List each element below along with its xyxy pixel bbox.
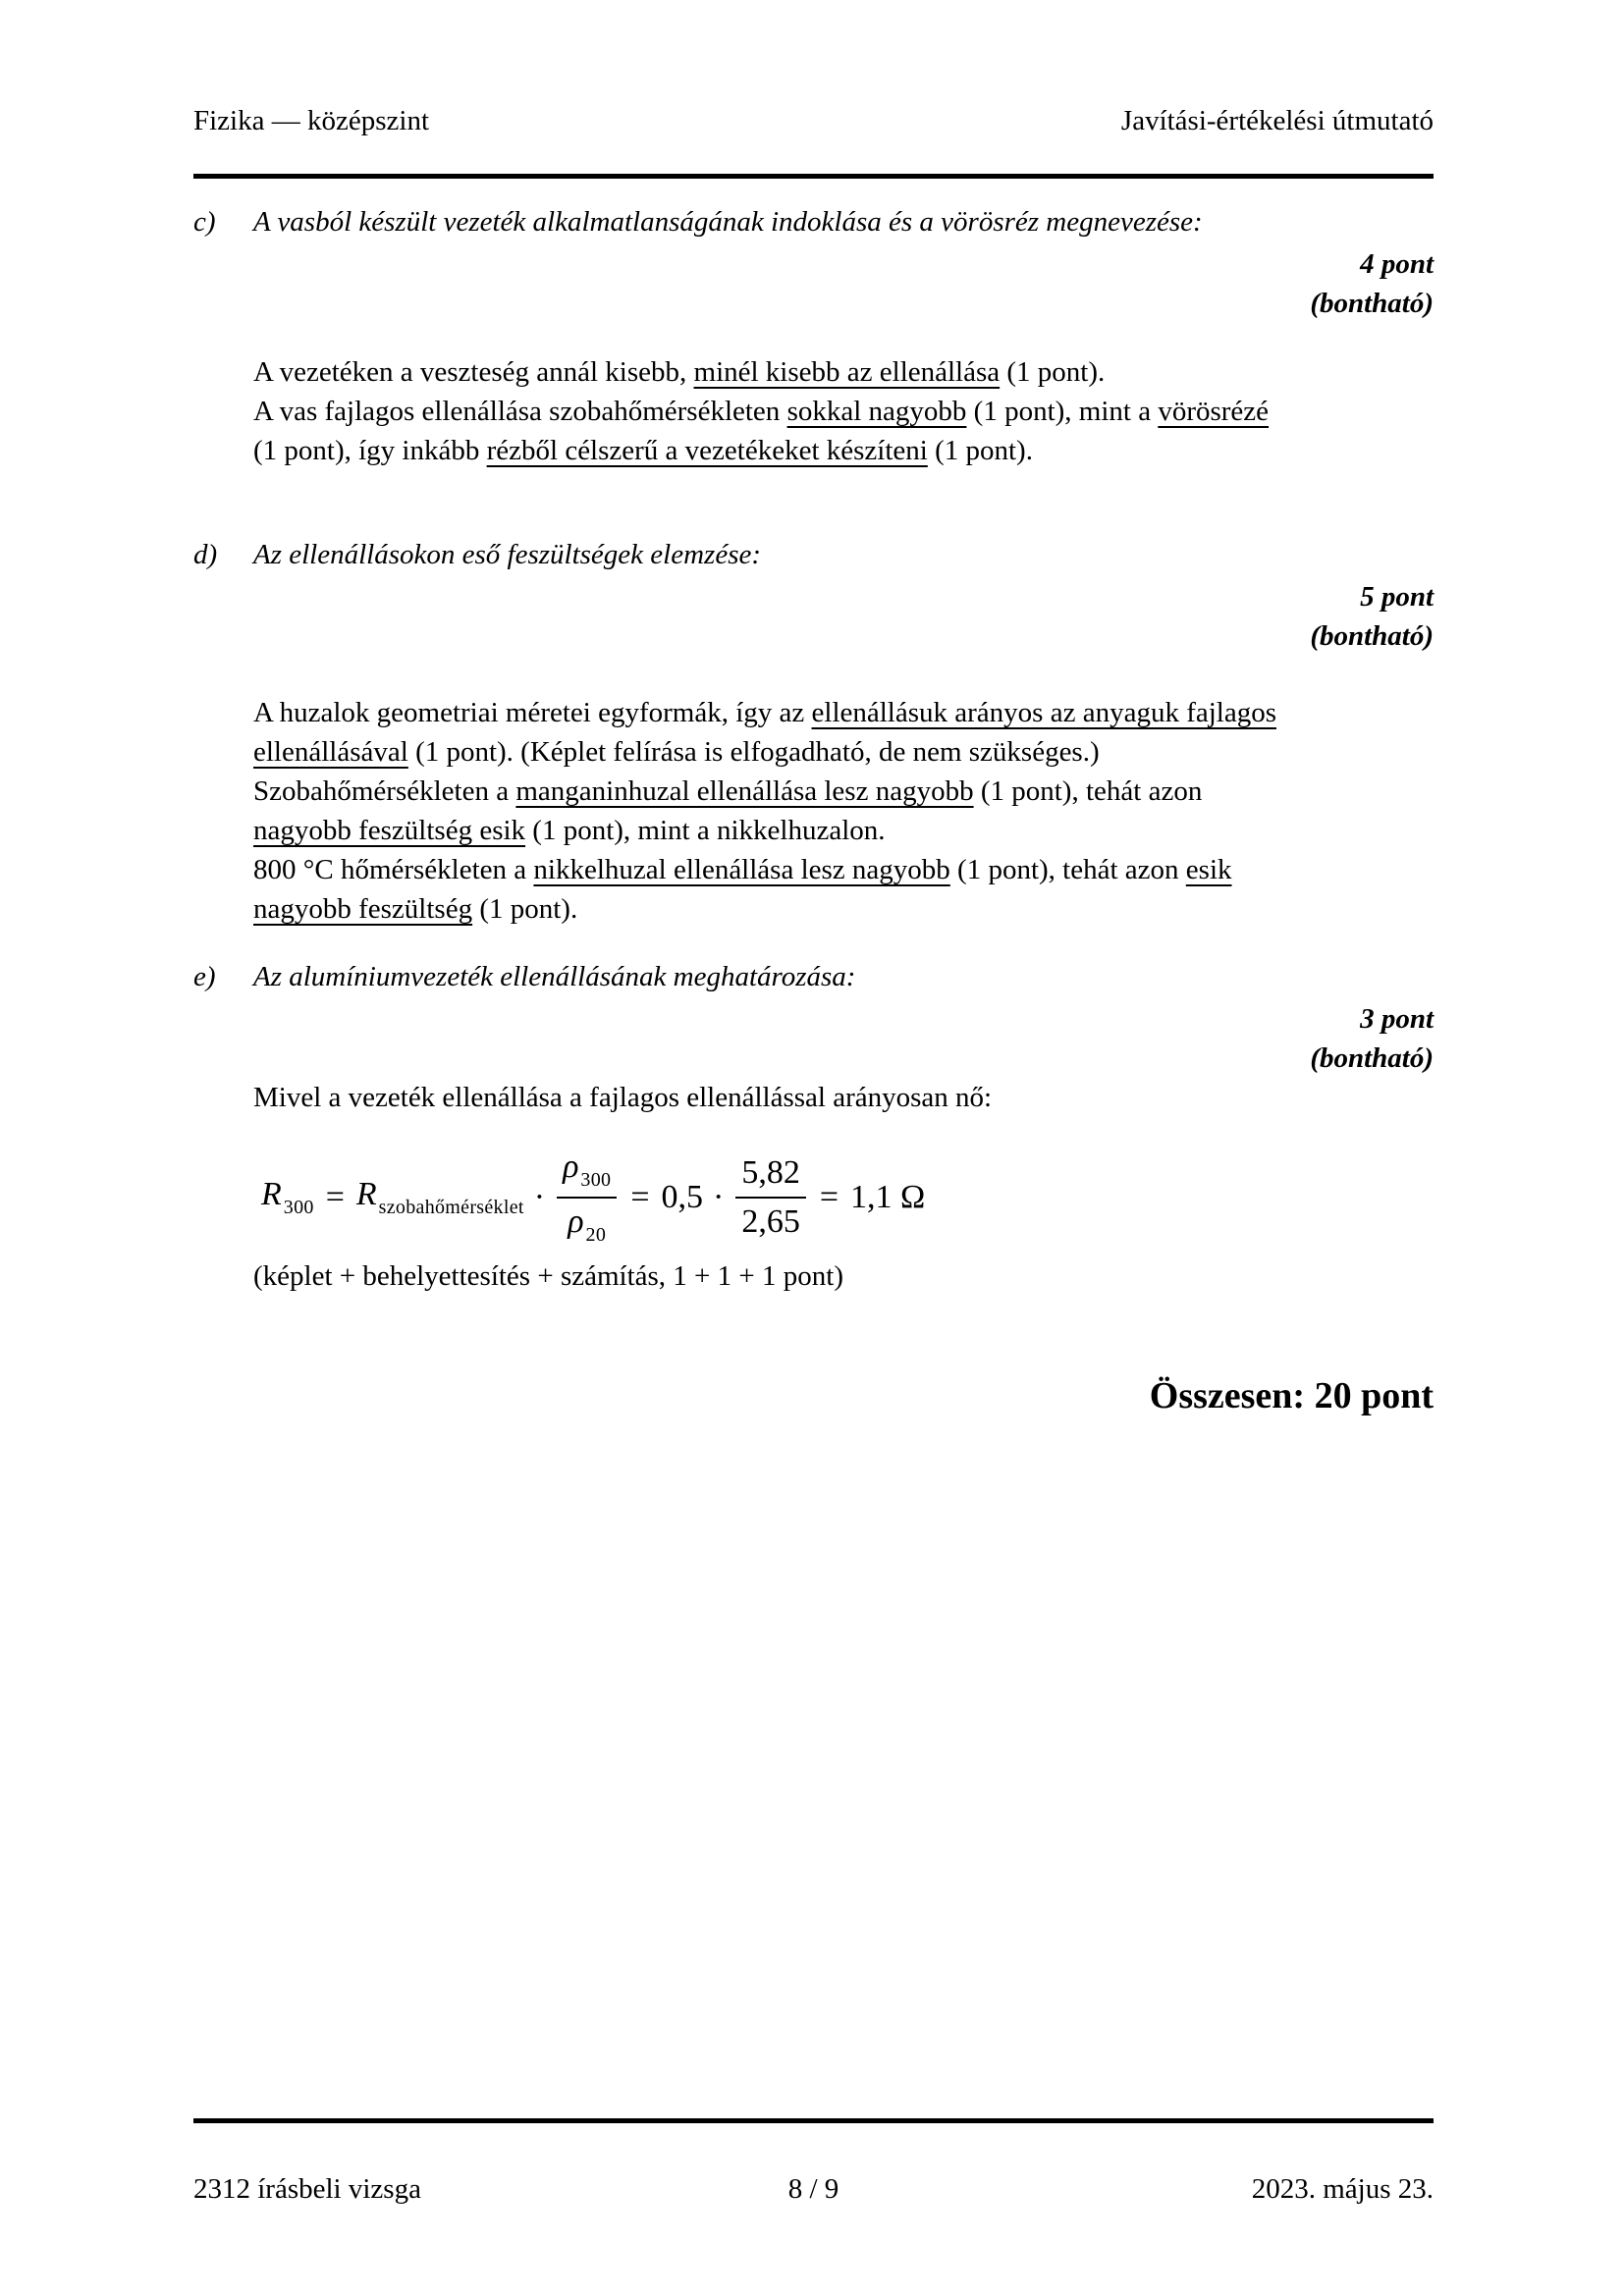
text-segment: (1 pont), mint a nikkelhuzalon. [525, 815, 886, 846]
text-segment: (1 pont). [472, 893, 578, 925]
points-value: 5 pont [1360, 581, 1434, 613]
section-d-label: d) [193, 539, 218, 570]
underlined-text: minél kisebb az ellenállása [693, 356, 1001, 388]
points-value: 4 pont [1360, 248, 1434, 280]
value-fraction-denominator: 2,65 [741, 1203, 800, 1240]
page-header [193, 102, 1434, 139]
underlined-text: nagyobb feszültség esik [253, 815, 526, 846]
multiplication-dot: · [713, 1179, 725, 1215]
subscript-room-temperature: szobahőmérséklet [378, 1197, 524, 1218]
rho-fraction-numerator [557, 1148, 617, 1199]
text-line [253, 431, 1434, 470]
subscript-300: 300 [283, 1197, 314, 1218]
text-segment: (1 pont), tehát azon [949, 854, 1186, 885]
footer-row [193, 2170, 1434, 2208]
points-note: (bontható) [1310, 1042, 1434, 1074]
underlined-text: sokkal nagyobb [786, 396, 967, 427]
section-c-points [193, 244, 1434, 323]
text-line [253, 889, 1434, 929]
equals-sign: = [325, 1179, 345, 1215]
points-value: 3 pont [1360, 1003, 1434, 1035]
equals-sign: = [630, 1179, 650, 1215]
text-segment: (1 pont). [927, 435, 1033, 466]
text-line [253, 352, 1434, 392]
text-line [253, 392, 1434, 431]
underlined-text: nikkelhuzal ellenállása lesz nagyobb [533, 854, 950, 885]
text-segment: A huzalok geometriai méretei egyformák, így az [253, 697, 812, 728]
equals-sign: = [819, 1179, 839, 1215]
section-d-points [193, 577, 1434, 656]
section-c-heading [193, 201, 1434, 242]
footer-page-number: 8 / 9 [787, 2173, 839, 2205]
header-doc-type-text: Javítási-értékelési útmutató [1120, 105, 1434, 136]
section-d-body [193, 693, 1434, 929]
subscript-20: 20 [585, 1224, 607, 1246]
section-e-intro: Mivel a vezeték ellenállása a fajlagos ellenállással arányosan nő: [253, 1082, 993, 1113]
points-note: (bontható) [1310, 620, 1434, 652]
coefficient-value: 0,5 [661, 1179, 703, 1215]
section-d-heading [193, 534, 1434, 575]
section-c-title: A vasból készült vezeték alkalmatlanságának indoklása és a vörösréz megnevezése: [253, 206, 1203, 238]
text-segment: (1 pont). [1000, 356, 1106, 388]
header-subject-text: Fizika — középszint [193, 105, 430, 136]
rho-symbol: ρ [568, 1203, 584, 1240]
formula-lhs [261, 1176, 314, 1219]
result-value: 1,1 Ω [850, 1179, 926, 1215]
text-segment: A vezetéken a veszteség annál kisebb, [253, 356, 694, 388]
text-segment: A vas fajlagos ellenállása szobahőmérsékleten [253, 396, 787, 427]
resistance-formula [193, 1143, 1434, 1253]
section-c-body [193, 352, 1434, 470]
section-c [193, 201, 1434, 470]
text-line [253, 772, 1434, 811]
text-segment: 800 °C hőmérsékleten a [253, 854, 534, 885]
text-line [253, 850, 1434, 889]
text-line [253, 811, 1434, 850]
section-c-label: c) [193, 206, 216, 238]
rho-fraction-denominator [562, 1199, 612, 1247]
underlined-text: nagyobb feszültség [253, 893, 473, 925]
text-segment: (1 pont), így inkább [253, 435, 487, 466]
text-segment: (1 pont), mint a [966, 396, 1159, 427]
value-fraction [735, 1154, 806, 1241]
text-line [253, 732, 1434, 772]
formula-rhs-variable [356, 1176, 524, 1219]
underlined-text: rézből célszerű a vezetékeket készíteni [486, 435, 928, 466]
formula-scoring-note: (képlet + behelyettesítés + számítás, 1 + 1 + 1 pont) [253, 1260, 843, 1292]
section-e [193, 956, 1434, 1296]
value-fraction-numerator: 5,82 [735, 1154, 806, 1199]
section-e-label: e) [193, 961, 216, 992]
section-d [193, 534, 1434, 929]
header-rule [193, 174, 1434, 179]
text-line [253, 693, 1434, 732]
underlined-text: ellenállásával [253, 736, 408, 768]
page-footer [193, 2118, 1434, 2208]
section-e-points [193, 999, 1434, 1078]
variable-R300: R [261, 1176, 282, 1212]
total-points: Összesen: 20 pont [1149, 1375, 1434, 1416]
section-e-title: Az alumíniumvezeték ellenállásának meghatározása: [253, 961, 856, 992]
footer-date-text: 2023. május 23. [1251, 2173, 1434, 2205]
points-note: (bontható) [1310, 288, 1434, 319]
underlined-text: esik [1185, 854, 1232, 885]
rho-symbol: ρ [563, 1148, 579, 1185]
rho-fraction [557, 1148, 617, 1247]
page-content [193, 201, 1434, 1419]
section-e-heading [193, 956, 1434, 997]
section-d-title: Az ellenállásokon eső feszültségek elemzése: [253, 539, 762, 570]
text-segment: (1 pont), tehát azon [973, 775, 1203, 807]
multiplication-dot: · [533, 1179, 546, 1215]
variable-R-room: R [355, 1176, 377, 1212]
text-segment: Szobahőmérsékleten a [253, 775, 516, 807]
footer-exam-code-text: 2312 írásbeli vizsga [193, 2173, 421, 2205]
underlined-text: ellenállásuk arányos az anyaguk fajlagos [811, 697, 1276, 728]
underlined-text: vörösrézé [1158, 396, 1270, 427]
subscript-300: 300 [580, 1169, 612, 1191]
footer-rule [193, 2118, 1434, 2123]
text-segment: (1 pont). (Képlet felírása is elfogadható, de nem szükséges.) [407, 736, 1100, 768]
underlined-text: manganinhuzal ellenállása lesz nagyobb [515, 775, 974, 807]
